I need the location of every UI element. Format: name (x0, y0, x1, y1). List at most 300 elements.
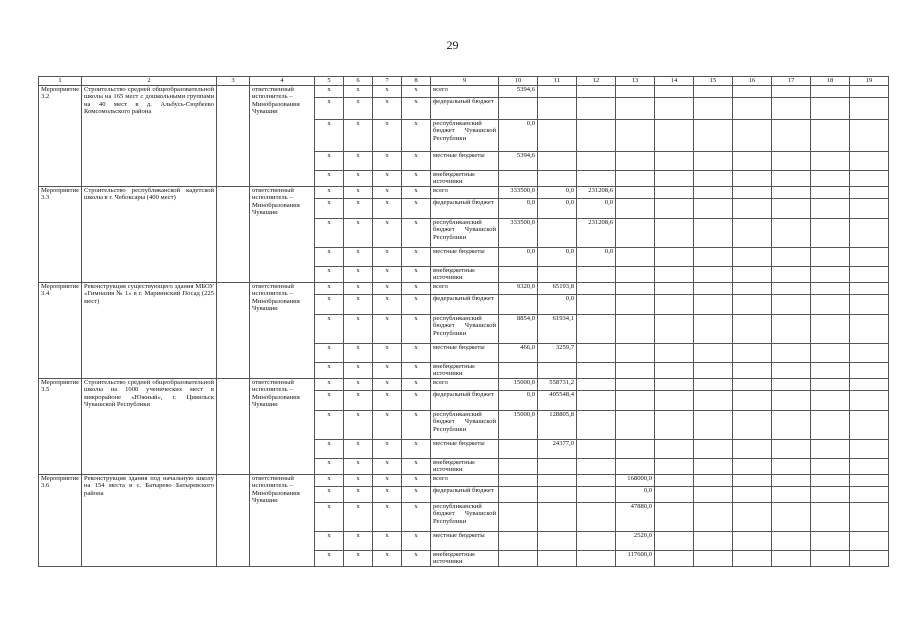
marker-cell: x (315, 551, 344, 567)
marker-cell: x (315, 248, 344, 267)
value-cell (694, 248, 733, 267)
marker-cell: x (402, 86, 431, 98)
funding-source: местные бюджеты (431, 440, 499, 459)
marker-cell: x (402, 283, 431, 295)
value-cell (655, 283, 694, 295)
value-cell (499, 551, 538, 567)
marker-cell: x (402, 475, 431, 487)
funding-source: всего (431, 283, 499, 295)
value-cell (811, 459, 850, 475)
funding-source: внебюджетные источники (431, 171, 499, 187)
value-cell (811, 363, 850, 379)
value-cell (694, 219, 733, 248)
value-cell (772, 411, 811, 440)
value-cell (733, 487, 772, 503)
column-number: 4 (250, 77, 315, 86)
value-cell (772, 120, 811, 152)
value-cell (772, 219, 811, 248)
funding-source: республиканский бюджет Чувашской Республики (431, 219, 499, 248)
marker-cell: x (402, 411, 431, 440)
funding-source: местные бюджеты (431, 248, 499, 267)
marker-cell: x (344, 86, 373, 98)
value-cell (733, 199, 772, 219)
marker-cell: x (344, 459, 373, 475)
marker-cell: x (315, 152, 344, 171)
marker-cell: x (373, 532, 402, 551)
value-cell (811, 199, 850, 219)
value-cell (811, 98, 850, 120)
value-cell (538, 267, 577, 283)
measure-id: Мероприятие 3.5 (39, 379, 82, 475)
value-cell (733, 475, 772, 487)
value-cell (772, 503, 811, 532)
marker-cell: x (344, 171, 373, 187)
value-cell (655, 120, 694, 152)
value-cell (616, 379, 655, 391)
funding-source: всего (431, 475, 499, 487)
value-cell (499, 459, 538, 475)
value-cell (733, 532, 772, 551)
marker-cell: x (373, 475, 402, 487)
value-cell (655, 152, 694, 171)
funding-source: федеральный бюджет (431, 199, 499, 219)
column-number: 18 (811, 77, 850, 86)
marker-cell: x (344, 487, 373, 503)
value-cell (577, 315, 616, 344)
value-cell (733, 315, 772, 344)
value-cell: 0,0 (577, 199, 616, 219)
value-cell (850, 187, 889, 199)
marker-cell: x (373, 551, 402, 567)
value-cell (655, 411, 694, 440)
value-cell: 466,0 (499, 344, 538, 363)
marker-cell: x (344, 532, 373, 551)
value-cell: 47880,0 (616, 503, 655, 532)
marker-cell: x (315, 267, 344, 283)
marker-cell: x (344, 440, 373, 459)
value-cell (655, 363, 694, 379)
value-cell (733, 344, 772, 363)
marker-cell: x (402, 532, 431, 551)
value-cell (577, 503, 616, 532)
marker-cell: x (315, 487, 344, 503)
value-cell (694, 344, 733, 363)
marker-cell: x (344, 120, 373, 152)
value-cell (811, 152, 850, 171)
marker-cell: x (402, 199, 431, 219)
value-cell (772, 379, 811, 391)
marker-cell: x (315, 459, 344, 475)
measure-title: Реконструкция существующего здания МБОУ «Гимназия № 1» в г. Мариинский Посад (225 мест) (82, 283, 217, 379)
marker-cell: x (402, 315, 431, 344)
page-number: 29 (446, 38, 459, 52)
value-cell (694, 199, 733, 219)
value-cell (733, 551, 772, 567)
value-cell (538, 363, 577, 379)
column-number: 11 (538, 77, 577, 86)
value-cell (733, 86, 772, 98)
funding-source: всего (431, 379, 499, 391)
value-cell (616, 199, 655, 219)
value-cell (733, 120, 772, 152)
value-cell (733, 187, 772, 199)
column-number: 14 (655, 77, 694, 86)
marker-cell: x (402, 503, 431, 532)
value-cell (772, 248, 811, 267)
measure-executor: ответственный исполнитель – Минобразования Чувашии (250, 283, 315, 379)
value-cell: 0,0 (577, 248, 616, 267)
value-cell (811, 487, 850, 503)
value-cell: 5394,6 (499, 86, 538, 98)
value-cell (694, 120, 733, 152)
value-cell (655, 199, 694, 219)
value-cell: 8854,0 (499, 315, 538, 344)
marker-cell: x (402, 363, 431, 379)
value-cell: 117600,0 (616, 551, 655, 567)
value-cell: 0,0 (499, 120, 538, 152)
marker-cell: x (373, 391, 402, 411)
marker-cell: x (315, 187, 344, 199)
value-cell (694, 411, 733, 440)
marker-cell: x (402, 171, 431, 187)
marker-cell: x (315, 532, 344, 551)
value-cell (850, 283, 889, 295)
value-cell: 65193,8 (538, 283, 577, 295)
value-cell (811, 267, 850, 283)
marker-cell: x (344, 152, 373, 171)
marker-cell: x (402, 487, 431, 503)
value-cell (577, 379, 616, 391)
value-cell (499, 98, 538, 120)
value-cell (811, 295, 850, 315)
program-table (38, 76, 889, 567)
column-number: 12 (577, 77, 616, 86)
value-cell: 0,0 (538, 199, 577, 219)
marker-cell: x (344, 283, 373, 295)
marker-cell: x (402, 391, 431, 411)
value-cell (616, 219, 655, 248)
value-cell (733, 363, 772, 379)
value-cell (811, 440, 850, 459)
value-cell (577, 152, 616, 171)
value-cell: 15000,0 (499, 411, 538, 440)
value-cell (850, 98, 889, 120)
value-cell (772, 295, 811, 315)
value-cell (850, 411, 889, 440)
value-cell (499, 267, 538, 283)
column-number: 6 (344, 77, 373, 86)
funding-source: внебюджетные источники (431, 363, 499, 379)
value-cell (499, 475, 538, 487)
marker-cell: x (373, 283, 402, 295)
value-cell (811, 411, 850, 440)
value-cell (616, 344, 655, 363)
value-cell: 0,0 (538, 295, 577, 315)
value-cell (733, 459, 772, 475)
value-cell (655, 98, 694, 120)
measure-executor: ответственный исполнитель – Минобразования Чувашии (250, 379, 315, 475)
value-cell (655, 475, 694, 487)
value-cell (772, 86, 811, 98)
table-row (39, 379, 889, 391)
marker-cell: x (344, 363, 373, 379)
value-cell (655, 171, 694, 187)
marker-cell: x (315, 344, 344, 363)
value-cell (694, 315, 733, 344)
value-cell (577, 267, 616, 283)
value-cell (577, 98, 616, 120)
value-cell (577, 459, 616, 475)
value-cell (655, 487, 694, 503)
value-cell (538, 459, 577, 475)
value-cell (811, 283, 850, 295)
marker-cell: x (344, 344, 373, 363)
value-cell (655, 532, 694, 551)
value-cell (694, 283, 733, 295)
value-cell: 333500,0 (499, 187, 538, 199)
value-cell (538, 487, 577, 503)
marker-cell: x (373, 503, 402, 532)
column-number: 10 (499, 77, 538, 86)
value-cell (499, 295, 538, 315)
value-cell (655, 295, 694, 315)
value-cell (772, 487, 811, 503)
value-cell: 61934,1 (538, 315, 577, 344)
value-cell (733, 171, 772, 187)
marker-cell: x (344, 503, 373, 532)
value-cell (811, 120, 850, 152)
value-cell: 24377,0 (538, 440, 577, 459)
marker-cell: x (315, 98, 344, 120)
col-3-empty (217, 475, 250, 567)
value-cell: 231208,6 (577, 187, 616, 199)
column-number: 19 (850, 77, 889, 86)
marker-cell: x (373, 219, 402, 248)
value-cell (616, 315, 655, 344)
value-cell (538, 219, 577, 248)
value-cell (850, 344, 889, 363)
value-cell (811, 391, 850, 411)
value-cell (616, 248, 655, 267)
value-cell (616, 187, 655, 199)
value-cell (538, 86, 577, 98)
value-cell (811, 315, 850, 344)
value-cell (538, 152, 577, 171)
value-cell (499, 363, 538, 379)
marker-cell: x (373, 315, 402, 344)
value-cell (655, 551, 694, 567)
value-cell (772, 199, 811, 219)
marker-cell: x (344, 267, 373, 283)
value-cell (850, 120, 889, 152)
marker-cell: x (315, 363, 344, 379)
value-cell (694, 503, 733, 532)
value-cell (850, 532, 889, 551)
marker-cell: x (315, 283, 344, 295)
value-cell (733, 267, 772, 283)
measure-id: Мероприятие 3.4 (39, 283, 82, 379)
funding-source: всего (431, 187, 499, 199)
value-cell: 2520,0 (616, 532, 655, 551)
value-cell (577, 487, 616, 503)
value-cell (811, 171, 850, 187)
marker-cell: x (315, 379, 344, 391)
value-cell (811, 503, 850, 532)
value-cell (655, 86, 694, 98)
value-cell: 0,0 (538, 248, 577, 267)
value-cell (772, 152, 811, 171)
value-cell (811, 248, 850, 267)
value-cell (733, 503, 772, 532)
value-cell (538, 475, 577, 487)
measure-title: Строительство республиканской кадетской школы в г. Чебоксары (400 мест) (82, 187, 217, 283)
value-cell (772, 315, 811, 344)
value-cell (850, 379, 889, 391)
value-cell (616, 295, 655, 315)
value-cell: 168000,0 (616, 475, 655, 487)
marker-cell: x (344, 187, 373, 199)
value-cell (694, 532, 733, 551)
marker-cell: x (373, 86, 402, 98)
value-cell (655, 503, 694, 532)
value-cell: 5394,6 (499, 152, 538, 171)
value-cell (772, 171, 811, 187)
table-row (39, 475, 889, 487)
marker-cell: x (315, 475, 344, 487)
value-cell (694, 187, 733, 199)
marker-cell: x (315, 295, 344, 315)
value-cell (772, 391, 811, 411)
value-cell (850, 248, 889, 267)
marker-cell: x (344, 475, 373, 487)
marker-cell: x (344, 379, 373, 391)
value-cell (655, 459, 694, 475)
column-number: 9 (431, 77, 499, 86)
value-cell (850, 363, 889, 379)
marker-cell: x (315, 503, 344, 532)
measure-title: Строительство средней общеобразовательной школы на 1000 ученических мест в микрорайоне «Южный», г. Цивильск Чувашской Республики (82, 379, 217, 475)
marker-cell: x (373, 199, 402, 219)
value-cell (772, 344, 811, 363)
funding-source: республиканский бюджет Чувашской Республики (431, 315, 499, 344)
value-cell (694, 379, 733, 391)
marker-cell: x (344, 391, 373, 411)
funding-source: внебюджетные источники (431, 267, 499, 283)
value-cell (772, 459, 811, 475)
value-cell: 405548,4 (538, 391, 577, 411)
value-cell: 15000,0 (499, 379, 538, 391)
value-cell (694, 171, 733, 187)
marker-cell: x (344, 248, 373, 267)
column-number: 3 (217, 77, 250, 86)
value-cell (772, 475, 811, 487)
col-3-empty (217, 86, 250, 187)
marker-cell: x (373, 459, 402, 475)
value-cell (850, 551, 889, 567)
value-cell: 558731,2 (538, 379, 577, 391)
value-cell (850, 199, 889, 219)
value-cell (811, 532, 850, 551)
marker-cell: x (315, 199, 344, 219)
value-cell (850, 391, 889, 411)
marker-cell: x (315, 171, 344, 187)
funding-source: местные бюджеты (431, 532, 499, 551)
col-3-empty (217, 283, 250, 379)
value-cell (811, 187, 850, 199)
value-cell (772, 551, 811, 567)
marker-cell: x (373, 120, 402, 152)
column-number: 7 (373, 77, 402, 86)
funding-source: республиканский бюджет Чувашской Республики (431, 120, 499, 152)
marker-cell: x (373, 98, 402, 120)
value-cell (772, 267, 811, 283)
value-cell: 0,0 (616, 487, 655, 503)
marker-cell: x (402, 551, 431, 567)
value-cell (577, 120, 616, 152)
value-cell (577, 551, 616, 567)
value-cell (850, 219, 889, 248)
value-cell (733, 152, 772, 171)
value-cell (538, 532, 577, 551)
value-cell (577, 344, 616, 363)
value-cell (694, 391, 733, 411)
funding-source: всего (431, 86, 499, 98)
value-cell (538, 503, 577, 532)
value-cell: 231208,6 (577, 219, 616, 248)
funding-source: местные бюджеты (431, 344, 499, 363)
column-number: 15 (694, 77, 733, 86)
value-cell (733, 248, 772, 267)
marker-cell: x (344, 98, 373, 120)
value-cell (733, 283, 772, 295)
value-cell (616, 120, 655, 152)
measure-id: Мероприятие 3.2 (39, 86, 82, 187)
column-number: 8 (402, 77, 431, 86)
funding-source: федеральный бюджет (431, 295, 499, 315)
marker-cell: x (315, 411, 344, 440)
marker-cell: x (373, 152, 402, 171)
marker-cell: x (402, 267, 431, 283)
value-cell (577, 295, 616, 315)
marker-cell: x (373, 487, 402, 503)
value-cell (616, 391, 655, 411)
marker-cell: x (373, 411, 402, 440)
value-cell (694, 487, 733, 503)
value-cell (811, 344, 850, 363)
value-cell (577, 440, 616, 459)
marker-cell: x (315, 440, 344, 459)
column-number: 16 (733, 77, 772, 86)
value-cell (655, 248, 694, 267)
value-cell (655, 440, 694, 459)
value-cell (577, 532, 616, 551)
value-cell: 3259,7 (538, 344, 577, 363)
measure-id: Мероприятие 3.6 (39, 475, 82, 567)
marker-cell: x (402, 295, 431, 315)
value-cell (733, 219, 772, 248)
value-cell (616, 86, 655, 98)
value-cell (577, 171, 616, 187)
value-cell (499, 503, 538, 532)
marker-cell: x (402, 152, 431, 171)
value-cell (655, 379, 694, 391)
marker-cell: x (373, 344, 402, 363)
column-number: 1 (39, 77, 82, 86)
measure-executor: ответственный исполнитель – Минобразования Чувашии (250, 187, 315, 283)
value-cell (694, 475, 733, 487)
value-cell (694, 86, 733, 98)
value-cell (616, 283, 655, 295)
